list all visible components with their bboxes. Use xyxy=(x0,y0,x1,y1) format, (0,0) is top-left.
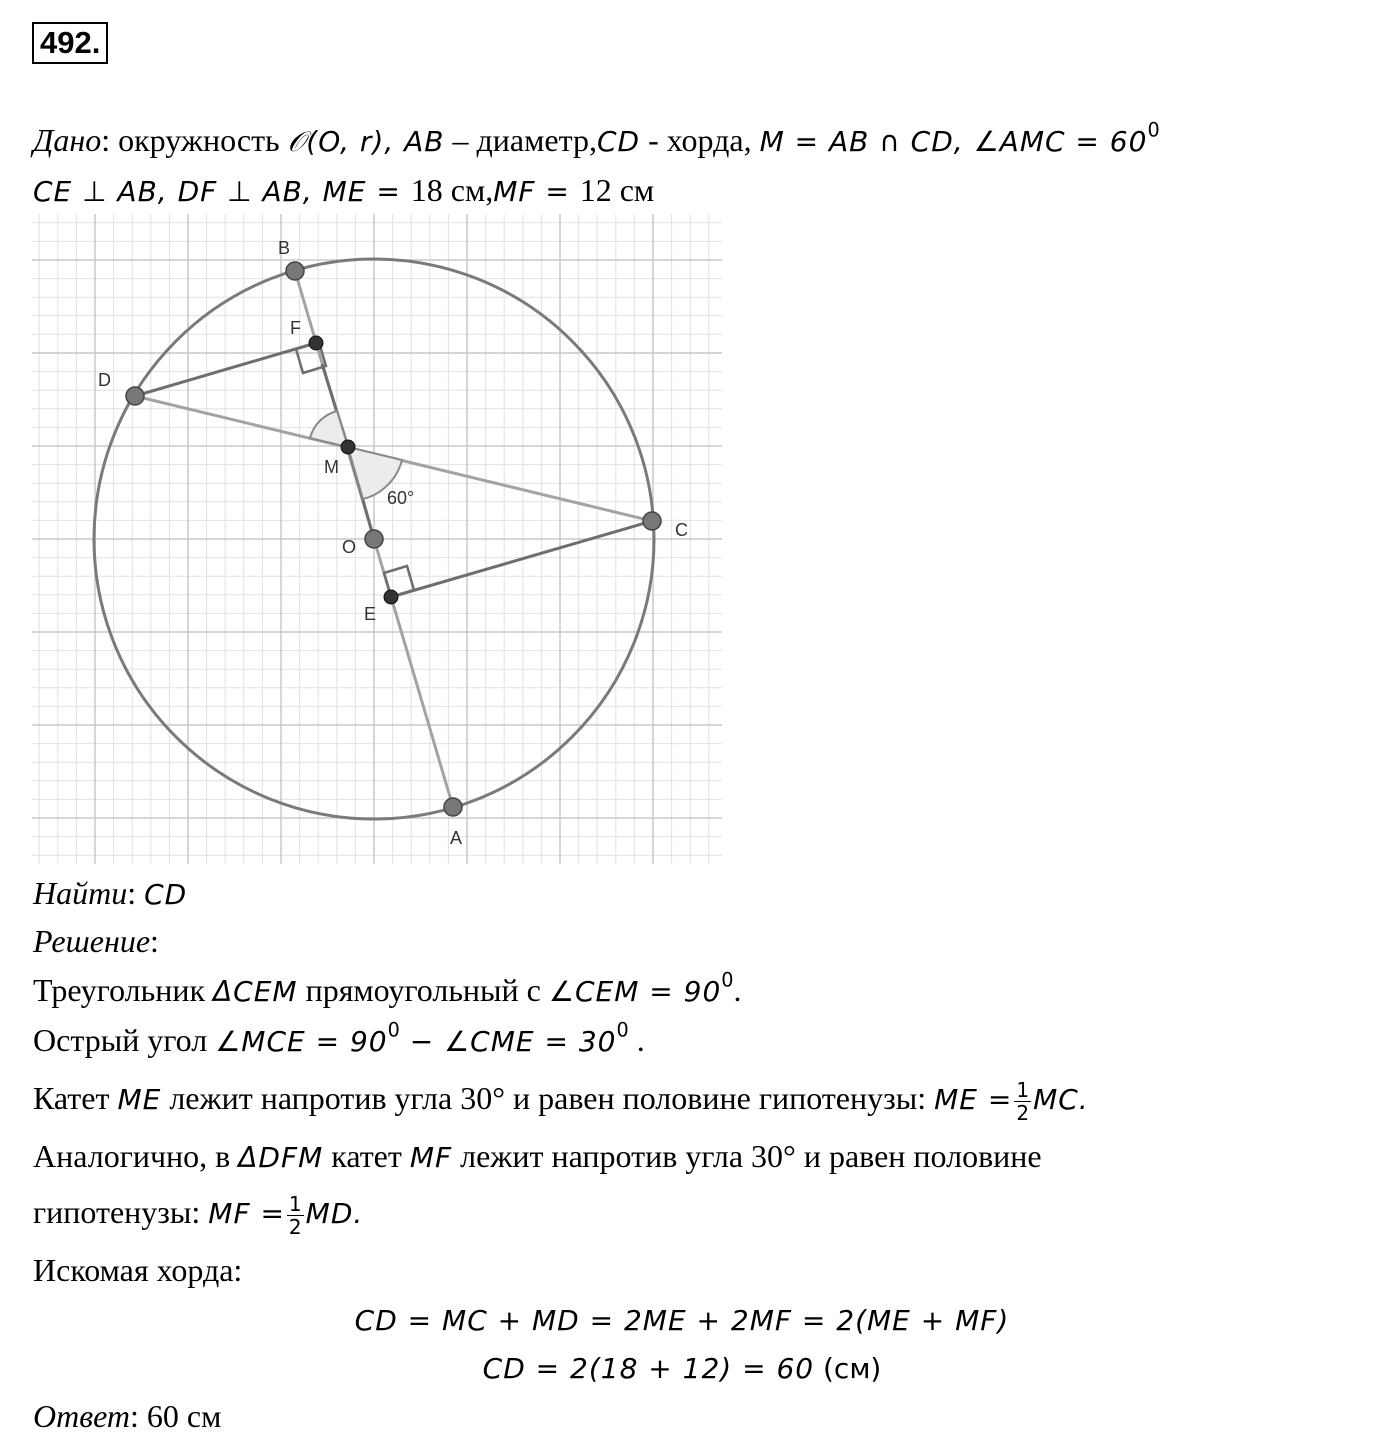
point-c xyxy=(643,512,661,530)
solution-line-3: Катет ME лежит напротив угла 30° и равен половине гипотенузы: ME = $\frac{1}{2}$ MC. xyxy=(33,1078,1089,1126)
label-angle: 60° xyxy=(387,488,415,508)
label-a: A xyxy=(450,828,463,848)
solution-line-5: гипотенузы: MF = $\frac{1}{2}$ MD. xyxy=(33,1192,364,1240)
solution-line-6: Искомая хорда: xyxy=(33,1252,243,1288)
given-line-1: Дано: окружность 𝒪(O, r), AB – диаметр,CD - хорда, M = AB ∩ CD, ∠AMC = $60^0$ xyxy=(33,118,1160,158)
solution-label: Решение xyxy=(33,923,151,959)
label-o: O xyxy=(342,537,357,557)
equation-1: CD = MC + MD = 2ME + 2MF = 2(ME + MF) xyxy=(354,1304,1010,1337)
angle-arc-top xyxy=(310,411,348,447)
answer-label: Ответ xyxy=(33,1398,130,1434)
fraction-half: $\frac{1}{2}$ xyxy=(1016,1078,1030,1126)
given-label: Дано xyxy=(33,122,102,158)
label-f: F xyxy=(290,318,301,338)
label-e: E xyxy=(364,604,377,624)
solution-line-1: Треугольник ΔCEM прямоугольный с ∠CEM = $90^0$. xyxy=(33,968,742,1008)
label-d: D xyxy=(98,370,111,390)
label-c: C xyxy=(675,520,688,540)
geometry-figure xyxy=(32,214,722,864)
point-m xyxy=(341,440,355,454)
point-e xyxy=(384,590,398,604)
problem-number: 492. xyxy=(32,22,108,64)
label-b: B xyxy=(278,238,291,258)
point-f xyxy=(309,336,323,350)
fraction-half: $\frac{1}{2}$ xyxy=(288,1192,302,1240)
point-d xyxy=(126,387,144,405)
solution-line-2: Острый угол ∠MCE = $90^0$ − ∠CME = $30^0$ . xyxy=(33,1018,645,1058)
given-line-2: CE ⊥ AB, DF ⊥ AB, ME = 18 см,MF = 12 см xyxy=(33,172,655,208)
point-b xyxy=(286,262,304,280)
point-o xyxy=(365,530,383,548)
solution-label-line: Решение: xyxy=(33,923,159,959)
answer-line: Ответ: 60 см xyxy=(33,1398,222,1434)
find-line: Найти: CD xyxy=(33,875,188,911)
equation-2: CD = 2(18 + 12) = 60 (см) xyxy=(482,1352,882,1385)
find-label: Найти xyxy=(33,875,128,911)
label-m: M xyxy=(324,457,339,477)
solution-line-4: Аналогично, в ΔDFM катет MF лежит напротив угла 30° и равен половине xyxy=(33,1138,1042,1174)
point-a xyxy=(444,798,462,816)
